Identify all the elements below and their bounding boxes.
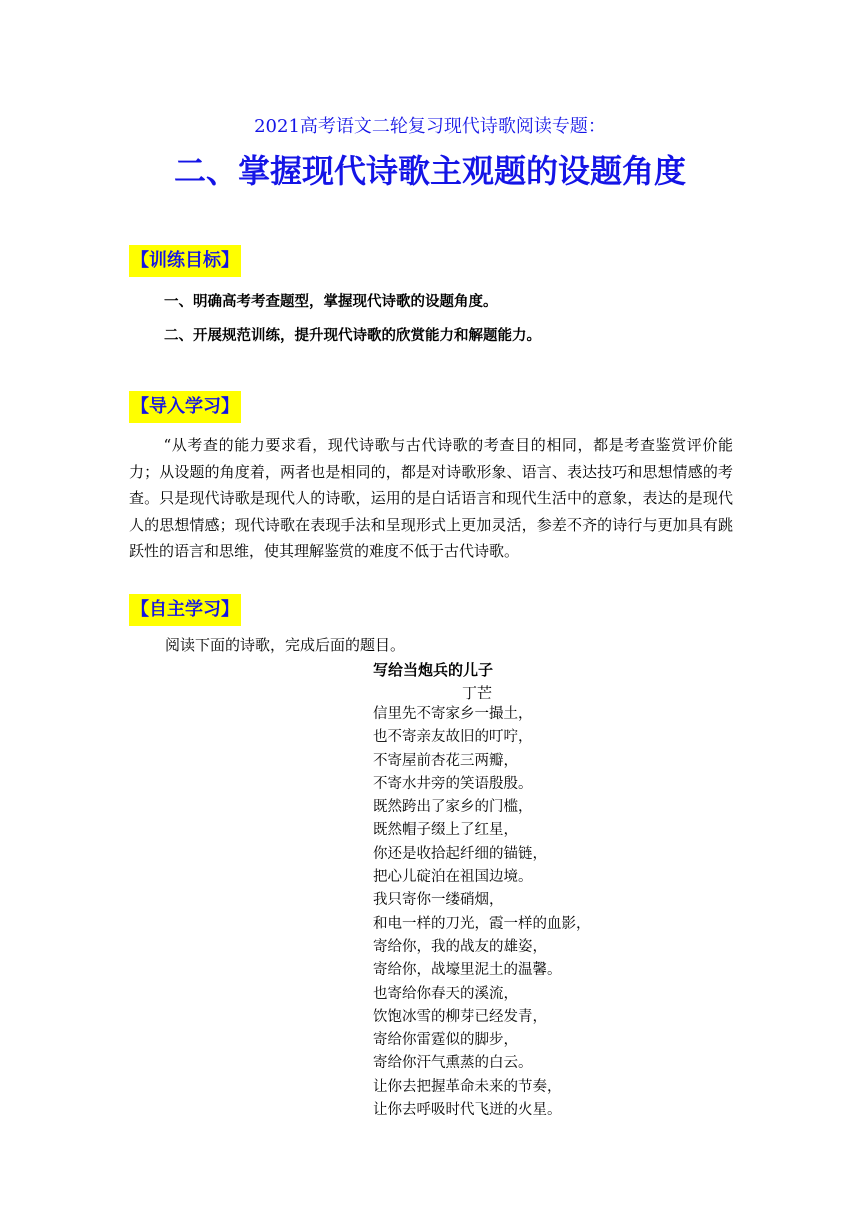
document-subtitle: 2021高考语文二轮复习现代诗歌阅读专题： xyxy=(254,116,606,137)
poem-line: 寄给你雷霆似的脚步， xyxy=(373,1032,518,1049)
goal-item: 一、明确高考考查题型，掌握现代诗歌的设题角度。 xyxy=(164,294,498,310)
poem-line: 我只寄你一缕硝烟， xyxy=(373,892,504,909)
reading-instruction: 阅读下面的诗歌，完成后面的题目。 xyxy=(165,636,406,654)
poem-line: 不寄屋前杏花三两瓣， xyxy=(373,752,518,769)
poem-line: 信里先不寄家乡一撮土， xyxy=(373,706,533,722)
poem-line: 你还是收拾起纤细的锚链， xyxy=(373,845,547,862)
poem-line: 寄给你，战壕里泥土的温馨。 xyxy=(373,962,562,979)
document-title: 二、掌握现代诗歌主观题的设题角度 xyxy=(173,152,686,190)
poem-line: 和电一样的刀光，霞一样的血影， xyxy=(373,915,591,932)
poem-line: 寄给你汗气熏蒸的白云。 xyxy=(373,1055,533,1072)
poem-lines xyxy=(373,703,591,1122)
poem-line: 既然跨出了家乡的门槛， xyxy=(373,799,533,816)
poem-title: 写给当炮兵的儿子 xyxy=(373,661,494,679)
intro-paragraph: “从考查的能力要求看，现代诗歌与古代诗歌的考查目的相同，都是考查鉴赏评价能力；从设题的角度着，两者也是相同的，都是对诗歌形象、语言、表达技巧和思想情感的考查。只是现代诗歌是现代人的诗歌，运用的是白话语言和现代生活中的意象，表达的是现代人的思想情感；现代诗歌在表现手法和呈现形式上更加灵活，参差不齐的诗行与更加具有跳跃性的语言和思维，使其理解鉴赏的难度不低于古代诗歌。 xyxy=(129,436,733,560)
section-label-self-study: 【自主学习】 xyxy=(129,594,241,626)
poem-author: 丁芒 xyxy=(462,684,493,702)
section-label-goals: 【训练目标】 xyxy=(129,245,241,277)
poem-line: 寄给你，我的战友的雄姿， xyxy=(373,938,547,955)
poem-line: 饮饱冰雪的柳芽已经发青， xyxy=(373,1008,547,1025)
poem-line: 既然帽子缀上了红星， xyxy=(373,822,518,839)
poem-line: 也不寄亲友故旧的叮咛， xyxy=(373,729,533,746)
poem-line: 把心儿碇泊在祖国边境。 xyxy=(373,869,533,886)
poem-line: 不寄水井旁的笑语殷殷。 xyxy=(373,775,533,792)
poem-line: 也寄给你春天的溪流， xyxy=(373,985,518,1002)
section-label-intro: 【导入学习】 xyxy=(129,391,241,423)
poem-line: 让你去把握革命未来的节奏， xyxy=(373,1078,562,1095)
goal-item: 二、开展规范训练，提升现代诗歌的欣赏能力和解题能力。 xyxy=(164,328,541,344)
poem-line: 让你去呼吸时代飞迸的火星。 xyxy=(373,1102,562,1119)
